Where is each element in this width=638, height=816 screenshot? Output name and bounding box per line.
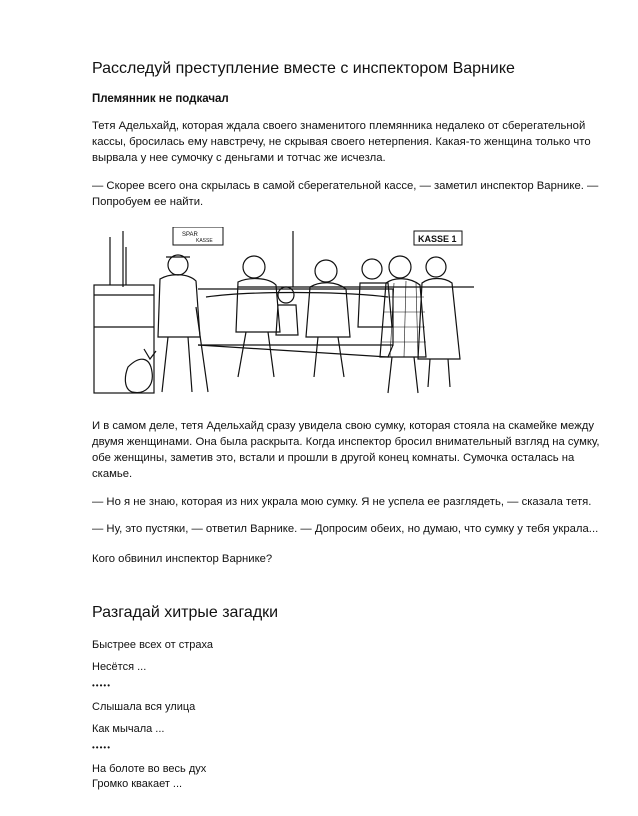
sign-text: SPAR (182, 232, 198, 238)
story-paragraph-1 (92, 118, 591, 166)
text-line: — Скорее всего она скрылась в самой сберегательной кассе, — заметил инспектор Варнике. — (92, 180, 599, 192)
sign-text: KASSE 1 (418, 234, 457, 244)
bank-waiting-room-illustration (88, 227, 474, 403)
story-paragraph-5: — Ну, это пустяки, — ответил Варнике. — Допросим обеих, но думаю, что сумку у тебя украла... (92, 523, 599, 535)
riddle-3-line-1: На болоте во весь дух (92, 763, 207, 775)
riddle-separator: ••••• (92, 681, 112, 690)
story-paragraph-4: — Но я не знаю, которая из них украла мою сумку. Я не успела ее разглядеть, — сказала тетя. (92, 496, 592, 508)
riddle-2-line-2: Как мычала ... (92, 723, 165, 735)
riddle-1-line-1: Быстрее всех от страха (92, 639, 213, 651)
text-line: Попробуем ее найти. (92, 196, 204, 208)
riddle-2-line-1: Слышала вся улица (92, 701, 196, 713)
riddle-3-line-2: Громко квакает ... (92, 778, 183, 790)
riddles-title: Разгадай хитрые загадки (92, 604, 279, 621)
section-title: Расследуй преступление вместе с инспектором Варнике (92, 60, 515, 77)
riddle-1-line-2: Несётся ... (92, 661, 147, 673)
text-line: кассы, бросилась ему навстречу, не скрывая своего нетерпения. Какая-то женщина только что (92, 136, 591, 148)
text-line: обе женщины, заметив это, встали и прошли в другой конец комнаты. Сумочка осталась на (92, 452, 575, 464)
text-line: Тетя Адельхайд, которая ждала своего знаменитого племянника недалеко от сберегательной (92, 120, 586, 132)
story-paragraph-3 (92, 418, 600, 482)
riddle-separator: ••••• (92, 743, 112, 752)
sign-text: KASSE (196, 238, 213, 244)
text-line: И в самом деле, тетя Адельхайд сразу увидела свою сумку, которая стояла на скамейке между (92, 420, 595, 432)
text-line: скамье. (92, 468, 133, 480)
story-paragraph-2 (92, 178, 598, 210)
story-question: Кого обвинил инспектор Варнике? (92, 553, 273, 565)
text-line: вырвала у нее сумочку с деньгами и тотчас же исчезла. (92, 152, 386, 164)
text-line: двумя женщинами. Она была раскрыта. Когда инспектор бросил внимательный взгляд на сумку, (92, 436, 600, 448)
story-subtitle: Племянник не подкачал (92, 93, 229, 105)
